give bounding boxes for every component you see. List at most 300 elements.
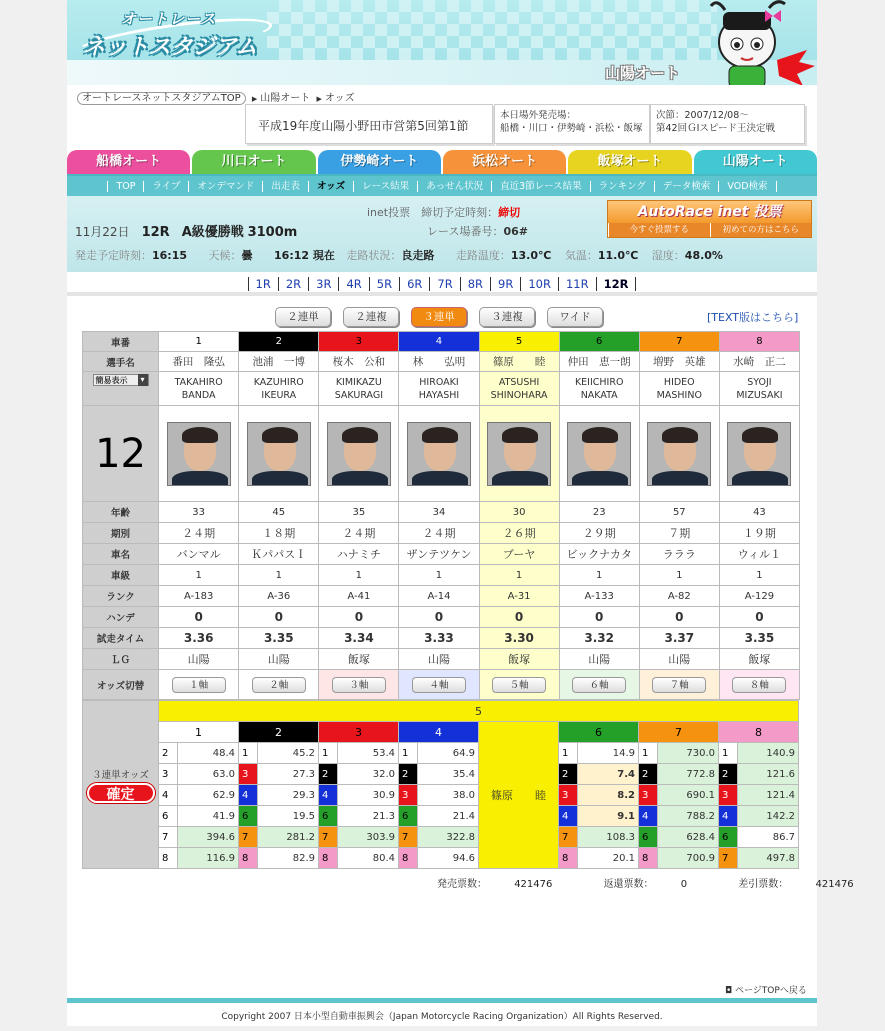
odds-value: 628.4 xyxy=(658,827,719,848)
row-label-class: 車級 xyxy=(83,565,159,586)
cell-car: バンマル xyxy=(159,544,239,565)
logo-line1: オートレース xyxy=(121,10,217,28)
cell-rank: A-41 xyxy=(319,586,399,607)
bet-type-button-4[interactable]: ワイド xyxy=(547,307,603,327)
cell-hande: 0 xyxy=(639,607,719,628)
odds-value: 690.1 xyxy=(658,785,719,806)
odds-value: 45.2 xyxy=(258,743,319,764)
odds-third-number: 8 xyxy=(319,848,338,869)
odds-third-number: 7 xyxy=(239,827,258,848)
axis-button-1[interactable]: １軸 xyxy=(172,677,226,693)
cell-term: ７期 xyxy=(639,523,719,544)
cell-hande: 0 xyxy=(399,607,479,628)
odds-third-number: 1 xyxy=(319,743,338,764)
vote-now-link[interactable]: 今すぐ投票する xyxy=(608,223,710,237)
car-number-5: 5 xyxy=(479,332,559,352)
cell-lg: 山陽 xyxy=(239,649,319,670)
cell-car: ウィル１ xyxy=(719,544,799,565)
inet-label: inet投票 xyxy=(367,206,411,219)
odds-value: 116.9 xyxy=(178,848,239,869)
rider-english-name: KAZUHIRO IKEURA xyxy=(239,372,319,406)
odds-row xyxy=(83,827,799,848)
table-row xyxy=(83,586,800,607)
odds-col-header-6: 6 xyxy=(559,722,639,743)
sales-label: 本日場外発売場： xyxy=(500,110,577,121)
odds-third-number: 2 xyxy=(719,764,738,785)
confirmed-badge: 確定 xyxy=(87,783,155,803)
race-link-11R[interactable]: 11R xyxy=(558,277,596,291)
cell-term: ２４期 xyxy=(159,523,239,544)
odds-value: 62.9 xyxy=(178,785,239,806)
sub-nav xyxy=(67,174,817,196)
cell-term: １８期 xyxy=(239,523,319,544)
cell-class: 1 xyxy=(239,565,319,586)
rider-english-name: KEIICHIRO NAKATA xyxy=(559,372,639,406)
odds-third-number: 6 xyxy=(319,806,338,827)
cell-rank: A-31 xyxy=(479,586,559,607)
breadcrumb-home[interactable]: オートレースネットスタジアムTOP xyxy=(77,92,246,105)
nav-item-10[interactable]: VOD検索 xyxy=(718,181,776,192)
next-event-name: 第42回ＧⅠスピード王決定戦 xyxy=(656,123,776,134)
odds-third-number: 4 xyxy=(239,785,258,806)
cell-car: ザンテツケン xyxy=(399,544,479,565)
nav-item-7[interactable]: 直近3節レース結果 xyxy=(491,181,590,192)
car-number-4: 4 xyxy=(399,332,479,352)
race-link-10R[interactable]: 10R xyxy=(520,277,558,291)
odds-value: 21.3 xyxy=(338,806,399,827)
odds-third-number: 6 xyxy=(719,827,738,848)
odds-label: ３連単オッズ xyxy=(92,769,149,781)
car-number-8: 8 xyxy=(719,332,799,352)
odds-value: 14.9 xyxy=(578,743,639,764)
odds-third-number: 2 xyxy=(159,743,178,764)
race-link-12R[interactable]: 12R xyxy=(596,277,637,291)
cell-hande: 0 xyxy=(159,607,239,628)
cell-trial: 3.34 xyxy=(319,628,399,649)
simple-view-select[interactable]: 簡易表示 ▾ xyxy=(93,374,149,386)
odds-value: 35.4 xyxy=(418,764,479,785)
odds-third-number: 4 xyxy=(719,806,738,827)
rider-photo xyxy=(407,422,471,486)
odds-value: 64.9 xyxy=(418,743,479,764)
code-value: 06# xyxy=(503,225,528,238)
axis-button-6[interactable]: ６軸 xyxy=(572,677,626,693)
table-row xyxy=(83,372,800,406)
row-label-rank: ランク xyxy=(83,586,159,607)
axis-button-3[interactable]: ３軸 xyxy=(332,677,386,693)
venue-tab-5[interactable]: 山陽オート xyxy=(694,150,817,174)
mascot-icon xyxy=(707,0,817,85)
odds-third-number: 2 xyxy=(399,764,418,785)
odds-third-number: 4 xyxy=(159,785,178,806)
odds-value: 322.8 xyxy=(418,827,479,848)
table-row xyxy=(83,406,800,502)
cell-age: 30 xyxy=(479,502,559,523)
next-event-date: 次節：2007/12/08～ xyxy=(656,110,749,121)
odds-value: 32.0 xyxy=(338,764,399,785)
odds-value: 80.4 xyxy=(338,848,399,869)
odds-third-number: 4 xyxy=(319,785,338,806)
odds-value: 19.5 xyxy=(258,806,319,827)
odds-value: 121.6 xyxy=(738,764,799,785)
page xyxy=(67,0,854,1026)
axis-button-7[interactable]: ７軸 xyxy=(652,677,706,693)
odds-row xyxy=(83,848,799,869)
cell-car: ハナミチ xyxy=(319,544,399,565)
cell-age: 35 xyxy=(319,502,399,523)
nav-item-9[interactable]: データ検索 xyxy=(654,181,719,192)
odds-col-header-row xyxy=(83,722,799,743)
cell-name: 仲田 恵一朗 xyxy=(559,352,639,372)
cell-trial: 3.35 xyxy=(239,628,319,649)
rider-photo xyxy=(567,422,631,486)
cell-class: 1 xyxy=(559,565,639,586)
car-number-2: 2 xyxy=(239,332,319,352)
odds-third-number: 8 xyxy=(159,848,178,869)
odds-third-number: 1 xyxy=(399,743,418,764)
rider-photo xyxy=(647,422,711,486)
cell-car: ビックナカタ xyxy=(559,544,639,565)
odds-third-number: 7 xyxy=(559,827,578,848)
odds-third-number: 8 xyxy=(639,848,658,869)
table-row xyxy=(83,502,800,523)
race-link-2R[interactable]: 2R xyxy=(278,277,308,291)
axis-button-2[interactable]: ２軸 xyxy=(252,677,306,693)
odds-third-number: 3 xyxy=(719,785,738,806)
cell-term: ２６期 xyxy=(479,523,559,544)
odds-third-number: 1 xyxy=(559,743,578,764)
odds-value: 140.9 xyxy=(738,743,799,764)
cell-lg: 飯塚 xyxy=(319,649,399,670)
cell-class: 1 xyxy=(479,565,559,586)
row-label-odds_switch: オッズ切替 xyxy=(83,670,159,700)
odds-third-number: 3 xyxy=(639,785,658,806)
cell-lg: 飯塚 xyxy=(479,649,559,670)
odds-row xyxy=(83,785,799,806)
odds-value: 788.2 xyxy=(658,806,719,827)
bet-type-buttons xyxy=(275,307,603,327)
car-number-7: 7 xyxy=(639,332,719,352)
sales-places: 船橋・川口・伊勢崎・浜松・飯塚 xyxy=(500,123,643,134)
nav-item-3[interactable]: 出走表 xyxy=(262,181,308,192)
odds-value: 142.2 xyxy=(738,806,799,827)
odds-value: 7.4 xyxy=(578,764,639,785)
autorace-inet-button[interactable] xyxy=(607,200,812,238)
race-number-big: 12 xyxy=(83,406,159,502)
race-link-4R[interactable]: 4R xyxy=(338,277,368,291)
venue-tabs xyxy=(67,150,817,174)
race-link-3R[interactable]: 3R xyxy=(308,277,338,291)
bet-type-button-1[interactable]: ２連複 xyxy=(343,307,399,327)
table-row xyxy=(83,523,800,544)
odds-value: 48.4 xyxy=(178,743,239,764)
odds-col-header-2: 2 xyxy=(239,722,319,743)
cell-hande: 0 xyxy=(479,607,559,628)
rider-english-name: SYOJI MIZUSAKI xyxy=(719,372,799,406)
race-link-9R[interactable]: 9R xyxy=(490,277,520,291)
cell-car: ブーヤ xyxy=(479,544,559,565)
cell-name: 増野 英雄 xyxy=(639,352,719,372)
rider-english-name: KIMIKAZU SAKURAGI xyxy=(319,372,399,406)
cell-rank: A-82 xyxy=(639,586,719,607)
sold-count: 421476 xyxy=(514,879,553,890)
site-logo[interactable] xyxy=(73,6,283,60)
bet-type-button-3[interactable]: ３連複 xyxy=(479,307,535,327)
race-date: 11月22日 xyxy=(75,225,130,239)
cell-class: 1 xyxy=(159,565,239,586)
odds-value: 121.4 xyxy=(738,785,799,806)
net-count: 421476 xyxy=(815,879,854,890)
page-top-link[interactable]: ◘ ページTOPへ戻る xyxy=(725,986,807,996)
ticket-summary: 発売票数： 421476 返還票数： 0 差引票数： 421476 xyxy=(437,879,854,890)
cell-rank: A-14 xyxy=(399,586,479,607)
cell-lg: 飯塚 xyxy=(719,649,799,670)
odds-third-number: 6 xyxy=(159,806,178,827)
odds-col-header-3: 3 xyxy=(319,722,399,743)
axis-button-4[interactable]: ４軸 xyxy=(412,677,466,693)
breadcrumb: オートレースネットスタジアムTOP ▶ 山陽オート ▶ オッズ xyxy=(77,89,355,104)
table-row xyxy=(83,565,800,586)
cell-age: 33 xyxy=(159,502,239,523)
site-header xyxy=(67,0,817,85)
odds-value: 281.2 xyxy=(258,827,319,848)
odds-axis-header: 5 xyxy=(159,701,799,722)
sales-places-box xyxy=(494,104,650,144)
cell-name: 篠原 睦 xyxy=(479,352,559,372)
bet-type-button-0[interactable]: ２連単 xyxy=(275,307,331,327)
venue-title: 山陽オート xyxy=(605,64,681,82)
odds-third-number: 7 xyxy=(719,848,738,869)
row-label-age: 年齢 xyxy=(83,502,159,523)
race-info: inet投票 締切予定時刻：締切 レース場番号：06# 11月22日 12R A級優勝戦 3100m 発走予定時刻：16:15 天候：曇 16:12 現在 走路状況：良走路 走路温度：13.0℃ 気温：11.0℃ 湿度：48.0% AutoRace inet 投票 今すぐ投票する 初めての方はこちら xyxy=(67,196,817,272)
rider-english-name: HIROAKI HAYASHI xyxy=(399,372,479,406)
first-time-link[interactable]: 初めての方はこちら xyxy=(710,223,812,237)
axis-button-5[interactable]: ５軸 xyxy=(492,677,546,693)
cell-term: １９期 xyxy=(719,523,799,544)
cell-age: 57 xyxy=(639,502,719,523)
cell-lg: 山陽 xyxy=(639,649,719,670)
odds-col-header-1: 1 xyxy=(159,722,239,743)
odds-value: 53.4 xyxy=(338,743,399,764)
current-time: 16:12 現在 xyxy=(274,249,335,262)
cell-lg: 山陽 xyxy=(559,649,639,670)
start-time: 16:15 xyxy=(152,249,188,262)
humidity: 48.0% xyxy=(684,249,723,262)
event-title-box xyxy=(245,104,493,144)
next-event-box xyxy=(650,104,805,144)
odds-col-header-7: 7 xyxy=(639,722,719,743)
odds-value: 21.4 xyxy=(418,806,479,827)
cell-class: 1 xyxy=(319,565,399,586)
odds-third-number: 3 xyxy=(159,764,178,785)
cell-car: ラララ xyxy=(639,544,719,565)
odds-axis-row xyxy=(83,701,799,722)
odds-value: 303.9 xyxy=(338,827,399,848)
odds-third-number: 6 xyxy=(239,806,258,827)
venue-tab-2[interactable]: 伊勢崎オート xyxy=(318,150,441,174)
cell-trial: 3.30 xyxy=(479,628,559,649)
cell-lg: 山陽 xyxy=(399,649,479,670)
odds-value: 30.9 xyxy=(338,785,399,806)
odds-table xyxy=(82,700,799,869)
odds-center-name: 篠原 睦 xyxy=(479,722,559,869)
chevron-down-icon: ▾ xyxy=(138,374,148,386)
cell-lg: 山陽 xyxy=(159,649,239,670)
cell-car: ＫパパスＩ xyxy=(239,544,319,565)
cell-trial: 3.32 xyxy=(559,628,639,649)
autorace-inet-title: AutoRace inet 投票 xyxy=(608,201,811,223)
odds-third-number: 4 xyxy=(559,806,578,827)
odds-third-number: 2 xyxy=(639,764,658,785)
race-link-8R[interactable]: 8R xyxy=(460,277,490,291)
cell-hande: 0 xyxy=(319,607,399,628)
cell-name: 水崎 正二 xyxy=(719,352,799,372)
odds-label-cell xyxy=(83,701,159,869)
breadcrumb-current: オッズ xyxy=(324,93,355,104)
nav-item-0[interactable]: TOP xyxy=(107,181,143,192)
cell-rank: A-129 xyxy=(719,586,799,607)
table-row xyxy=(83,649,800,670)
cell-name: 桜木 公和 xyxy=(319,352,399,372)
odds-col-header-4: 4 xyxy=(399,722,479,743)
cell-rank: A-183 xyxy=(159,586,239,607)
odds-third-number: 8 xyxy=(239,848,258,869)
odds-third-number: 4 xyxy=(639,806,658,827)
odds-third-number: 7 xyxy=(319,827,338,848)
odds-value: 772.8 xyxy=(658,764,719,785)
race-distance: 3100m xyxy=(247,225,298,240)
row-label-trial: 試走タイム xyxy=(83,628,159,649)
track-temp: 13.0℃ xyxy=(510,249,552,262)
table-row xyxy=(83,544,800,565)
venue-tab-1[interactable]: 川口オート xyxy=(192,150,315,174)
cell-name: 番田 隆弘 xyxy=(159,352,239,372)
race-number: 12R xyxy=(141,225,170,240)
nav-item-5[interactable]: レース結果 xyxy=(353,181,417,192)
race-link-5R[interactable]: 5R xyxy=(369,277,399,291)
event-title: 平成19年度山陽小野田市営第5回第1節 xyxy=(258,119,469,133)
cell-class: 1 xyxy=(399,565,479,586)
venue-tab-3[interactable]: 浜松オート xyxy=(443,150,566,174)
race-link-6R[interactable]: 6R xyxy=(399,277,429,291)
rider-photo xyxy=(727,422,791,486)
odds-value: 8.2 xyxy=(578,785,639,806)
rider-photo xyxy=(327,422,391,486)
deadline-label: 締切予定時刻： xyxy=(421,206,499,219)
race-number-nav xyxy=(67,272,817,296)
odds-value: 9.1 xyxy=(578,806,639,827)
car-number-1: 1 xyxy=(159,332,239,352)
odds-value: 94.6 xyxy=(418,848,479,869)
venue-tab-0[interactable]: 船橋オート xyxy=(67,150,190,174)
odds-third-number: 6 xyxy=(399,806,418,827)
odds-third-number: 3 xyxy=(239,764,258,785)
odds-third-number: 1 xyxy=(719,743,738,764)
nav-item-6[interactable]: あっせん状況 xyxy=(417,181,491,192)
cell-trial: 3.35 xyxy=(719,628,799,649)
odds-value: 86.7 xyxy=(738,827,799,848)
table-row xyxy=(83,332,800,352)
cell-hande: 0 xyxy=(239,607,319,628)
logo-line2: ネットスタジアム xyxy=(83,35,258,60)
deadline-value: 締切 xyxy=(498,206,521,219)
cell-trial: 3.37 xyxy=(639,628,719,649)
odds-row xyxy=(83,806,799,827)
weather: 曇 xyxy=(241,249,253,262)
bet-type-button-2[interactable]: ３連単 xyxy=(411,307,467,327)
track-condition: 良走路 xyxy=(401,249,435,262)
cell-name: 池浦 一博 xyxy=(239,352,319,372)
cell-trial: 3.33 xyxy=(399,628,479,649)
odds-row xyxy=(83,743,799,764)
cell-class: 1 xyxy=(639,565,719,586)
odds-value: 700.9 xyxy=(658,848,719,869)
odds-value: 29.3 xyxy=(258,785,319,806)
rider-english-name: ATSUSHI SHINOHARA xyxy=(479,372,559,406)
car-number-3: 3 xyxy=(319,332,399,352)
table-row xyxy=(83,670,800,700)
odds-third-number: 7 xyxy=(399,827,418,848)
cell-class: 1 xyxy=(719,565,799,586)
nav-item-8[interactable]: ランキング xyxy=(590,181,654,192)
cell-term: ２４期 xyxy=(399,523,479,544)
refund-count: 0 xyxy=(680,879,688,890)
odds-value: 41.9 xyxy=(178,806,239,827)
cell-term: ２４期 xyxy=(319,523,399,544)
table-row xyxy=(83,607,800,628)
cell-term: ２９期 xyxy=(559,523,639,544)
odds-third-number: 7 xyxy=(159,827,178,848)
odds-third-number: 8 xyxy=(559,848,578,869)
race-link-1R[interactable]: 1R xyxy=(248,277,278,291)
venue-tab-4[interactable]: 飯塚オート xyxy=(568,150,691,174)
breadcrumb-venue[interactable]: 山陽オート xyxy=(260,93,311,104)
rider-photo xyxy=(247,422,311,486)
odds-value: 38.0 xyxy=(418,785,479,806)
odds-value: 497.8 xyxy=(738,848,799,869)
code-label: レース場番号： xyxy=(427,225,504,238)
row-label-lg: ＬＧ xyxy=(83,649,159,670)
rider-english-name: HIDEO MASHINO xyxy=(639,372,719,406)
car-number-6: 6 xyxy=(559,332,639,352)
axis-button-8[interactable]: ８軸 xyxy=(732,677,786,693)
nav-item-1[interactable]: ライブ xyxy=(143,181,188,192)
odds-third-number: 3 xyxy=(559,785,578,806)
table-row xyxy=(83,352,800,372)
odds-value: 394.6 xyxy=(178,827,239,848)
odds-value: 108.3 xyxy=(578,827,639,848)
cell-rank: A-36 xyxy=(239,586,319,607)
race-link-7R[interactable]: 7R xyxy=(429,277,459,291)
text-version-link[interactable]: [TEXT版はこちら] xyxy=(707,311,799,324)
nav-item-2[interactable]: オンデマンド xyxy=(188,181,262,192)
nav-item-4[interactable]: オッズ xyxy=(308,181,353,192)
odds-third-number: 2 xyxy=(319,764,338,785)
row-label-rider: 選手名 xyxy=(83,352,159,372)
rider-photo xyxy=(487,422,551,486)
cell-age: 34 xyxy=(399,502,479,523)
air-temp: 11.0℃ xyxy=(597,249,639,262)
cell-age: 45 xyxy=(239,502,319,523)
odds-value: 63.0 xyxy=(178,764,239,785)
row-label-car_name: 車名 xyxy=(83,544,159,565)
odds-value: 20.1 xyxy=(578,848,639,869)
odds-third-number: 1 xyxy=(639,743,658,764)
cell-rank: A-133 xyxy=(559,586,639,607)
cell-age: 23 xyxy=(559,502,639,523)
footer: Copyright 2007 日本小型自動車振興会（Japan Motorcycle Racing Organization）All Rights Reserved. xyxy=(67,998,817,1026)
cell-hande: 0 xyxy=(719,607,799,628)
